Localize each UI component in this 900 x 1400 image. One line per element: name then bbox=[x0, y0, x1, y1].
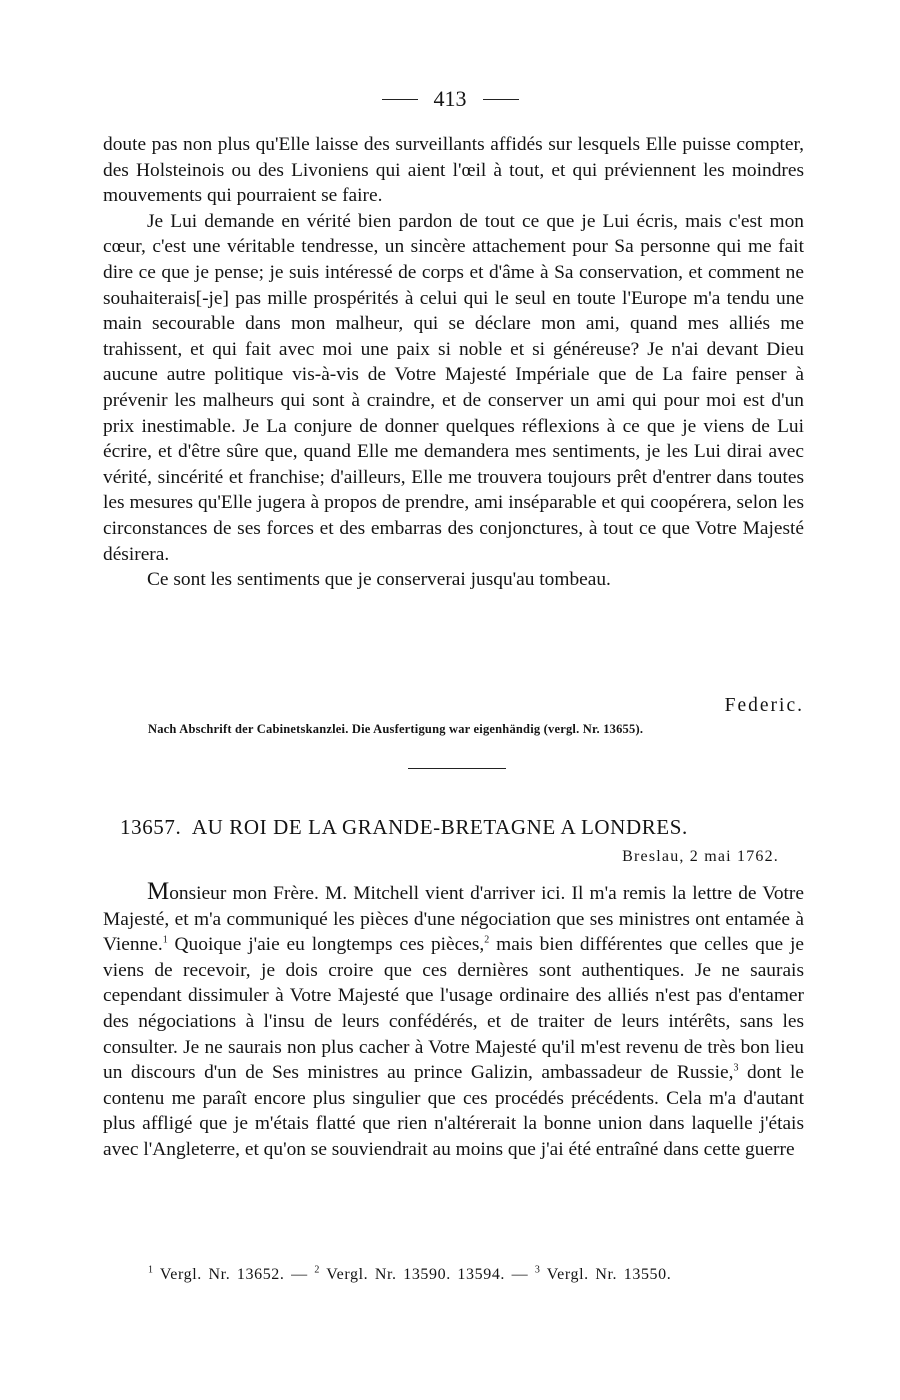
footnote-text: Vergl. Nr. 13550. bbox=[546, 1266, 672, 1283]
footnotes bbox=[148, 1266, 671, 1284]
paragraph: Ce sont les sentiments que je conserverai jusqu'au tombeau. bbox=[147, 569, 611, 591]
page-header bbox=[0, 86, 900, 112]
place-date: Breslau, 2 mai 1762. bbox=[622, 848, 779, 865]
footnote-ref: 1 bbox=[162, 934, 168, 946]
footnote-ref: 3 bbox=[733, 1062, 739, 1074]
document-heading bbox=[120, 815, 688, 840]
previous-letter-text bbox=[103, 132, 804, 593]
initial-letter: M bbox=[147, 878, 170, 905]
footnote-text: Vergl. Nr. 13652. bbox=[159, 1266, 285, 1283]
section-divider bbox=[408, 768, 506, 769]
footnote-mark: 1 bbox=[148, 1264, 154, 1276]
footnote-ref: 2 bbox=[484, 934, 490, 946]
body-segment: dont le contenu me paraît encore plus singulier que ces procédés précédents. Cela m'a d'autant plus affligé que je m'étais flatté que rien n'altérerait la bonne union dans laquelle j'étais avec l'Angleterre, et qu'on se souviendrait au moins que j'ai été entraîné dans cette guerre bbox=[103, 1062, 804, 1160]
paragraph bbox=[103, 879, 804, 1163]
document-number: 13657. bbox=[120, 815, 182, 839]
signature: Federic. bbox=[724, 695, 804, 716]
footnote-separator: — bbox=[291, 1266, 308, 1283]
letter-body bbox=[103, 879, 804, 1163]
footnote-mark: 3 bbox=[534, 1264, 541, 1276]
header-dash-left bbox=[382, 99, 418, 100]
footnote-text: Vergl. Nr. 13590. 13594. bbox=[326, 1266, 506, 1283]
page-number: 413 bbox=[433, 86, 467, 111]
footnote-separator: — bbox=[511, 1266, 529, 1283]
paragraph: doute pas non plus qu'Elle laisse des surveillants affidés sur lesquels Elle puisse compter, des Holsteinois ou des Livoniens qui aient l'œil à tout, et qui préviennent les moindres mouvements qui pourraient se faire. bbox=[103, 134, 804, 207]
footnote-mark: 2 bbox=[314, 1264, 320, 1276]
document-title: AU ROI DE LA GRANDE-BRETAGNE A LONDRES. bbox=[191, 815, 688, 839]
header-dash-right bbox=[483, 99, 519, 100]
paragraph: Je Lui demande en vérité bien pardon de tout ce que je Lui écris, mais c'est mon cœur, c'est une véritable tendresse, un sincère attachement pour Sa personne qui me fait dire ce que je pense; je suis intéressé de corps et d'âme à Sa conservation, et comment ne souhaiterais[-je] pas mille prospérités à celui qui le seul en toute l'Europe m'a tendu une main secourable dans mon malheur, qui se déclare mon ami, quand mes alliés me trahissent, et qui fait avec moi une paix si noble et si généreuse? Je n'ai devant Dieu aucune autre politique vis-à-vis de Votre Majesté Impériale que de La faire penser à prévenir les malheurs qui sont à craindre, et de conserver un ami qui pour moi est d'un prix inestimable. Je La conjure de donner quelques réflexions à ce que je viens de Lui écrire, et d'être sûre que, quand Elle me demandera mes sentiments, je les Lui dirai avec vérité, sincérité et franchise; d'ailleurs, Elle me trouvera toujours prêt d'entrer dans toutes les mesures qu'Elle jugera à propos de prendre, ami inséparable et qui coopérera, selon les circonstances de ses forces et des embarras des conjonctures, à tout ce que Votre Majesté désirera. bbox=[103, 210, 804, 565]
body-segment: onsieur mon Frère. M. Mitchell vient d'arriver ici. Il m'a remis la lettre de Votre Majesté, et m'a communiqué les pièces d'une négociation que ses ministres ont entamée à Vienne. bbox=[103, 883, 804, 956]
body-segment: mais bien différentes que celles que je viens de recevoir, je dois croire que ces dernières sont authentiques. Je ne saurais cependant dissimuler à Votre Majesté que l'usage ordinaire des alliés n'est pas d'entamer des négociations à l'insu de leurs confédérés, et de traiter de leurs intérêts, sans les consulter. Je ne saurais non plus cacher à Votre Majesté qu'il m'est revenu de très bon lieu un discours d'un de Ses ministres au prince Galizin, ambassadeur de Russie, bbox=[103, 934, 805, 1084]
body-segment: Quoique j'aie eu longtemps ces pièces, bbox=[167, 934, 485, 956]
source-note: Nach Abschrift der Cabinetskanzlei. Die Ausfertigung war eigenhändig (vergl. Nr. 13655). bbox=[148, 722, 644, 736]
